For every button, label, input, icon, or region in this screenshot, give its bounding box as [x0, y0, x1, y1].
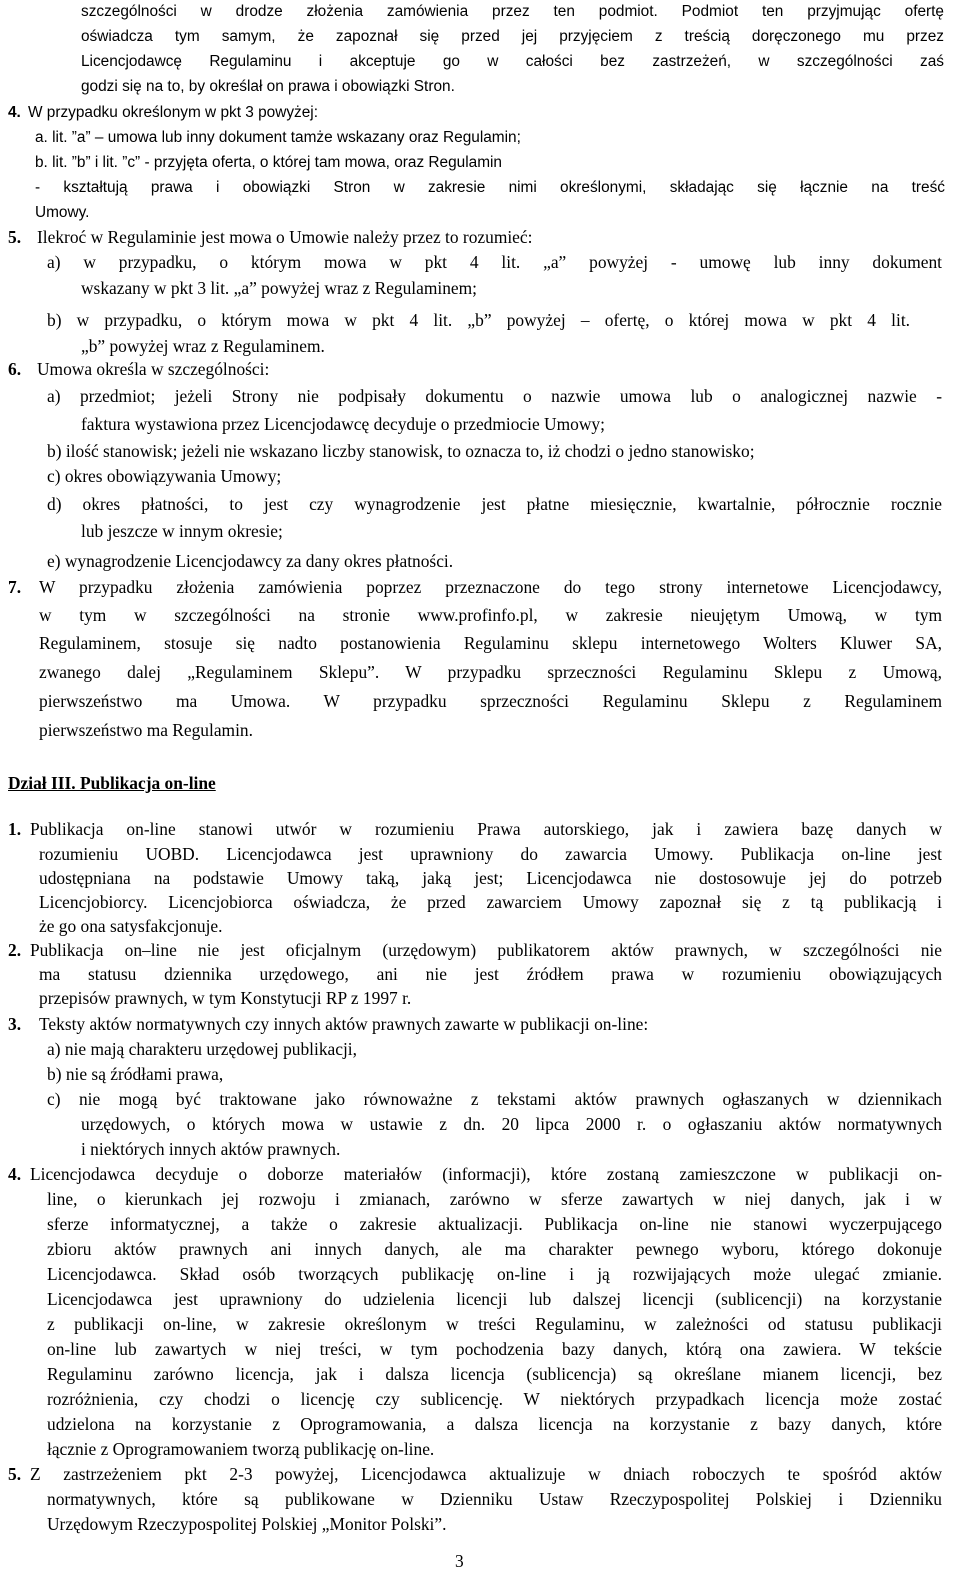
paragraph-line: Licencjodawca decyduje o doborze materiałów (informacji), które zostaną zamieszczone w publikacji on- — [30, 1164, 942, 1184]
intro-line: Licencjodawcę Regulaminu i akceptuje go w całości bez zastrzeżeń, w szczególności zaś — [81, 53, 944, 70]
list-item: b. lit. ”b” i lit. ”c” - przyjęta oferta, o której tam mowa, oraz Regulamin — [35, 154, 502, 171]
list-item: e) wynagrodzenie Licencjodawcy za dany okres płatności. — [47, 551, 454, 571]
paragraph-line: w tym w szczególności na stronie www.profinfo.pl, w zakresie nieujętym Umową, w tym — [39, 605, 942, 625]
list-item: wskazany w pkt 3 lit. „a” powyżej wraz z Regulaminem; — [81, 278, 477, 298]
list-item: a) nie mają charakteru urzędowej publikacji, — [47, 1039, 357, 1059]
list-item: a) przedmiot; jeżeli Strony nie podpisały dokumentu o nazwie umowa lub o analogicznej nazwie - — [47, 386, 942, 406]
point-number: 2. — [8, 940, 22, 960]
paragraph-line: rozróżnienia, czy chodzi o licencję czy sublicencję. W niektórych przypadkach licencja może zostać — [47, 1389, 942, 1409]
paragraph-line: udostępniana na podstawie Umowy taką, jaką jest; Licencjodawca nie dostosowuje jej do potrzeb — [39, 868, 942, 888]
list-item: c) okres obowiązywania Umowy; — [47, 466, 282, 486]
paragraph-line: Regulaminu zarówno licencja, jak i dalsza licencja (sublicencja) są określane mianem licencji, bez — [47, 1364, 942, 1384]
paragraph-line: Regulaminem, stosuje się nadto postanowienia Regulaminu sklepu internetowego Wolters Kluwer SA, — [39, 633, 942, 653]
list-item: lub jeszcze w innym okresie; — [81, 521, 283, 541]
paragraph-line: Licencjobiorcy. Licencjobiorca oświadcza, że przed zawarciem Umowy zapoznał się z tą publikacją i — [39, 892, 942, 912]
paragraph-line: sferze informatycznej, a także o zakresie aktualizacji. Publikacja on-line nie stanowi wyczerpującego — [47, 1214, 942, 1234]
paragraph-line: zbioru aktów prawnych ani innych danych, ale ma charakter pewnego wyboru, którego dokonuje — [47, 1239, 942, 1259]
paragraph-line: przepisów prawnych, w tym Konstytucji RP z 1997 r. — [39, 988, 412, 1008]
point-number: 4. — [8, 1164, 22, 1184]
point-text: Teksty aktów normatywnych czy innych aktów prawnych zawarte w publikacji on-line: — [39, 1014, 649, 1034]
point-text: W przypadku określonym w pkt 3 powyżej: — [28, 104, 318, 121]
list-item: b) nie są źródłami prawa, — [47, 1064, 224, 1084]
point-number: 6. — [8, 359, 22, 379]
list-item: a) w przypadku, o którym mowa w pkt 4 lit. „a” powyżej - umowę lub inny dokument — [47, 252, 942, 272]
paragraph-line: Licencjodawca. Skład osób tworzących publikację on-line i ją rozwijających może ulegać zmianie. — [47, 1264, 942, 1284]
paragraph-line: Licencjodawca jest uprawniony do udzielenia licencji lub dalszej licencji (sublicencji) na korzystanie — [47, 1289, 942, 1309]
list-item: i niektórych innych aktów prawnych. — [81, 1139, 341, 1159]
point-number: 5. — [8, 1464, 22, 1484]
paragraph-line: Publikacja on–line nie jest oficjalnym (urzędowym) publikatorem aktów prawnych, w szczególności nie — [30, 940, 942, 960]
paragraph-line: pierwszeństwo ma Regulamin. — [39, 720, 253, 740]
section-heading: Dział III. Publikacja on-line — [8, 773, 216, 793]
paragraph-line: pierwszeństwo ma Umowa. W przypadku sprzeczności Regulaminu Sklepu z Regulaminem — [39, 691, 942, 711]
paragraph-line: z publikacji on-line, w zakresie określonym w treści Regulaminu, w zależności od statusu publikacji — [47, 1314, 942, 1334]
paragraph-line: W przypadku złożenia zamówienia poprzez przeznaczone do tego strony internetowe Licencjodawcy, — [39, 577, 942, 597]
paragraph-line: rozumieniu UOBD. Licencjodawca jest uprawniony do zawarcia Umowy. Publikacja on-line jest — [39, 844, 942, 864]
paragraph-line: Urzędowym Rzeczypospolitej Polskiej „Monitor Polski”. — [47, 1514, 447, 1534]
intro-line: godzi się na to, by określał on prawa i obowiązki Stron. — [81, 78, 455, 95]
point-number: 3. — [8, 1014, 22, 1034]
list-item: urzędowych, o których mowa w ustawie z dn. 20 lipca 2000 r. o ogłaszaniu aktów normatywnych — [81, 1114, 942, 1134]
paragraph-line: line, o kierunkach jej rozwoju i zmianach, zarówno w sferze zawartych w niej danych, jak i w — [47, 1189, 942, 1209]
point-number: 7. — [8, 577, 22, 597]
intro-line: oświadcza tym samym, że zapoznał się przed jej przyjęciem z treścią doręczonego mu przez — [81, 28, 944, 45]
list-item: b) w przypadku, o którym mowa w pkt 4 lit. „b” powyżej – ofertę, o której mowa w pkt 4 lit. — [47, 310, 910, 330]
paragraph-line: on-line lub zawartych w niej treści, w tym pochodzenia bazy danych, którą ona zawiera. W tekście — [47, 1339, 942, 1359]
paragraph-line: Publikacja on-line stanowi utwór w rozumieniu Prawa autorskiego, jak i zawiera bazę danych w — [30, 819, 942, 839]
list-item: Umowy. — [35, 204, 90, 221]
page-number: 3 — [455, 1551, 464, 1571]
list-item: a. lit. ”a” – umowa lub inny dokument tamże wskazany oraz Regulamin; — [35, 129, 521, 146]
paragraph-line: Z zastrzeżeniem pkt 2-3 powyżej, Licencjodawca aktualizuje w dniach roboczych te spośród aktów — [30, 1464, 942, 1484]
paragraph-line: udzielona na korzystanie z Oprogramowania, a dalsza licencja na korzystanie z bazy danych, które — [47, 1414, 942, 1434]
point-number: 1. — [8, 819, 22, 839]
point-number: 5. — [8, 227, 22, 247]
list-item: - kształtują prawa i obowiązki Stron w zakresie nimi określonymi, składając się łącznie na treść — [35, 179, 945, 196]
list-item: faktura wystawiona przez Licencjodawcę decyduje o przedmiocie Umowy; — [81, 414, 605, 434]
point-number: 4. — [8, 104, 21, 121]
point-text: Ilekroć w Regulaminie jest mowa o Umowie należy przez to rozumieć: — [37, 227, 533, 247]
paragraph-line: ma statusu dziennika urzędowego, ani nie jest źródłem prawa w rozumieniu obowiązujących — [39, 964, 942, 984]
paragraph-line: łącznie z Oprogramowaniem tworzą publikację on-line. — [47, 1439, 435, 1459]
paragraph-line: normatywnych, które są publikowane w Dzienniku Ustaw Rzeczypospolitej Polskiej i Dzienniku — [47, 1489, 942, 1509]
intro-line: szczególności w drodze złożenia zamówienia przez ten podmiot. Podmiot ten przyjmując ofertę — [81, 3, 944, 20]
point-text: Umowa określa w szczególności: — [37, 359, 270, 379]
paragraph-line: że go ona satysfakcjonuje. — [39, 916, 223, 936]
list-item: c) nie mogą być traktowane jako równoważne z tekstami aktów prawnych ogłaszanych w dziennikach — [47, 1089, 942, 1109]
list-item: d) okres płatności, to jest czy wynagrodzenie jest płatne miesięcznie, kwartalnie, półrocznie rocznie — [47, 494, 942, 514]
list-item: b) ilość stanowisk; jeżeli nie wskazano liczby stanowisk, to oznacza to, iż chodzi o jedno stanowisko; — [47, 441, 755, 461]
paragraph-line: zwanego dalej „Regulaminem Sklepu”. W przypadku sprzeczności Regulaminu Sklepu z Umową, — [39, 662, 942, 682]
list-item: „b” powyżej wraz z Regulaminem. — [81, 336, 325, 356]
